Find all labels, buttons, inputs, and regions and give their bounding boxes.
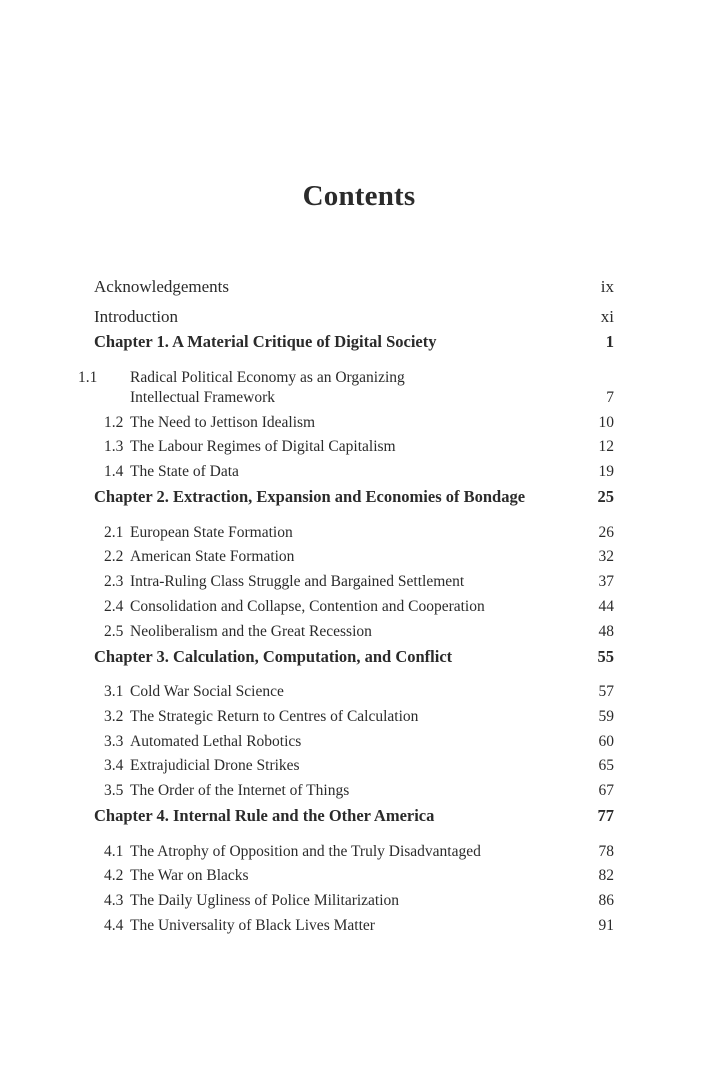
toc-section-4-3[interactable]: [94, 886, 614, 911]
toc-section-4-2[interactable]: [94, 862, 614, 887]
section-page: 26: [598, 523, 614, 541]
section-title-text: The Atrophy of Opposition and the Truly Disadvantaged: [130, 842, 481, 860]
section-title: [104, 707, 418, 727]
toc-section-2-4[interactable]: [94, 592, 614, 617]
section-number: 2.4: [104, 597, 124, 615]
chapter-page: 1: [605, 332, 614, 351]
toc-section-2-5[interactable]: [94, 617, 614, 642]
section-number: 1.1: [78, 369, 98, 386]
section-page: 67: [598, 781, 614, 799]
section-page: 57: [598, 683, 614, 701]
section-number: 3.5: [104, 781, 124, 799]
toc-section-1-4[interactable]: [94, 457, 614, 482]
section-number: 2.1: [104, 523, 124, 541]
section-title: [104, 622, 372, 642]
section-number: 4.3: [104, 892, 124, 909]
section-page: 12: [598, 438, 614, 456]
toc-chapter-2[interactable]: [94, 485, 614, 507]
section-title-text: The Order of the Internet of Things: [130, 781, 350, 799]
section-number: 1.2: [104, 413, 124, 431]
section-title: [104, 547, 294, 567]
section-title: [104, 916, 375, 936]
section-page: 65: [598, 757, 614, 775]
entry-title: Introduction: [94, 307, 179, 326]
section-page: 37: [598, 573, 614, 591]
section-number: 2.5: [104, 622, 124, 640]
section-title-line1: Radical Political Economy as an Organizing: [130, 369, 405, 386]
section-page: 19: [598, 463, 614, 481]
toc-section-1-2[interactable]: [94, 408, 614, 433]
section-title-text: The Labour Regimes of Digital Capitalism: [130, 438, 396, 456]
toc-section-2-1[interactable]: [94, 518, 614, 543]
chapter-page: 77: [597, 805, 614, 825]
chapter-page: 55: [597, 646, 614, 666]
section-title: [104, 572, 464, 592]
section-title-text: The Universality of Black Lives Matter: [130, 916, 375, 934]
toc-section-1-3[interactable]: [94, 433, 614, 458]
section-title-text: The Daily Ugliness of Police Militarization: [130, 892, 400, 909]
toc-list: [78, 267, 614, 936]
chapter-title: Chapter 4. Internal Rule and the Other America: [94, 805, 435, 825]
entry-page: ix: [600, 277, 614, 296]
section-page: 82: [598, 867, 614, 885]
section-number: 1.3: [104, 438, 124, 456]
section-number: 4.1: [104, 842, 124, 860]
section-title-text: American State Formation: [130, 548, 295, 566]
section-title: [104, 597, 485, 617]
section-number: 4.4: [104, 916, 124, 934]
section-title-text: Cold War Social Science: [130, 683, 284, 701]
section-title-text: Consolidation and Collapse, Contention and Cooperation: [130, 597, 485, 615]
section-title: [104, 732, 301, 752]
section-title: [104, 842, 481, 862]
section-title: [104, 462, 239, 482]
entry-page: xi: [600, 307, 614, 326]
section-title: [104, 682, 284, 702]
toc-section-3-1[interactable]: [94, 678, 614, 703]
section-number: 3.3: [104, 732, 124, 750]
section-number: 2.2: [104, 548, 124, 566]
section-page: 86: [598, 892, 614, 909]
section-title: [104, 866, 249, 886]
chapter-page: 25: [597, 487, 614, 507]
page-title: Contents: [302, 180, 416, 212]
section-title: [78, 368, 405, 408]
toc-section-3-3[interactable]: [94, 727, 614, 752]
section-title-text: Neoliberalism and the Great Recession: [130, 622, 372, 640]
section-page: 48: [598, 622, 614, 640]
section-page: 7: [606, 389, 614, 406]
section-page: 59: [598, 707, 614, 725]
section-title-text: The Strategic Return to Centres of Calculation: [130, 707, 419, 725]
section-title-text: The State of Data: [130, 463, 239, 481]
toc-entry-introduction[interactable]: [94, 297, 614, 327]
toc-chapter-3[interactable]: [94, 645, 614, 667]
section-number: 3.2: [104, 707, 124, 725]
section-page: 32: [598, 548, 614, 566]
chapter-title: Chapter 1. A Material Critique of Digital Society: [94, 332, 437, 351]
section-page: 44: [598, 597, 614, 615]
chapter-title: Chapter 3. Calculation, Computation, and Conflict: [94, 646, 453, 666]
toc-chapter-1[interactable]: [94, 330, 614, 352]
section-title-text: Intra-Ruling Class Struggle and Bargained Settlement: [130, 573, 465, 591]
section-title: [104, 437, 396, 457]
section-title: [104, 413, 315, 433]
entry-title: Acknowledgements: [94, 277, 230, 296]
toc-section-3-4[interactable]: [94, 752, 614, 777]
section-page: 60: [598, 732, 614, 750]
section-number: 1.4: [104, 463, 124, 481]
section-title-text: Automated Lethal Robotics: [130, 732, 302, 750]
toc-section-4-4[interactable]: [94, 911, 614, 936]
section-number: 2.3: [104, 573, 124, 591]
toc-section-3-5[interactable]: [94, 776, 614, 801]
section-title: [104, 756, 300, 776]
section-page: 10: [598, 413, 614, 431]
section-number: 3.4: [104, 757, 124, 775]
toc-chapter-4[interactable]: [94, 804, 614, 826]
toc-section-2-2[interactable]: [94, 543, 614, 568]
section-title: [104, 891, 399, 911]
section-title: [104, 523, 293, 543]
section-title-text: The War on Blacks: [130, 867, 249, 885]
toc-entry-acknowledgements[interactable]: [94, 267, 614, 297]
section-number: 3.1: [104, 683, 124, 701]
section-title-text: European State Formation: [130, 523, 293, 541]
section-number: 4.2: [104, 867, 124, 885]
section-page: 91: [598, 916, 614, 934]
toc-section-1-1[interactable]: [78, 363, 614, 408]
toc-section-2-3[interactable]: [94, 567, 614, 592]
section-title-text: The Need to Jettison Idealism: [130, 413, 316, 431]
section-page: 78: [598, 842, 614, 860]
toc-section-3-2[interactable]: [94, 702, 614, 727]
section-title-line2: Intellectual Framework: [130, 389, 276, 406]
section-title-text: Extrajudicial Drone Strikes: [130, 757, 300, 775]
section-title: [104, 781, 349, 801]
toc-section-4-1[interactable]: [94, 837, 614, 862]
chapter-title: Chapter 2. Extraction, Expansion and Economies of Bondage: [94, 487, 526, 507]
